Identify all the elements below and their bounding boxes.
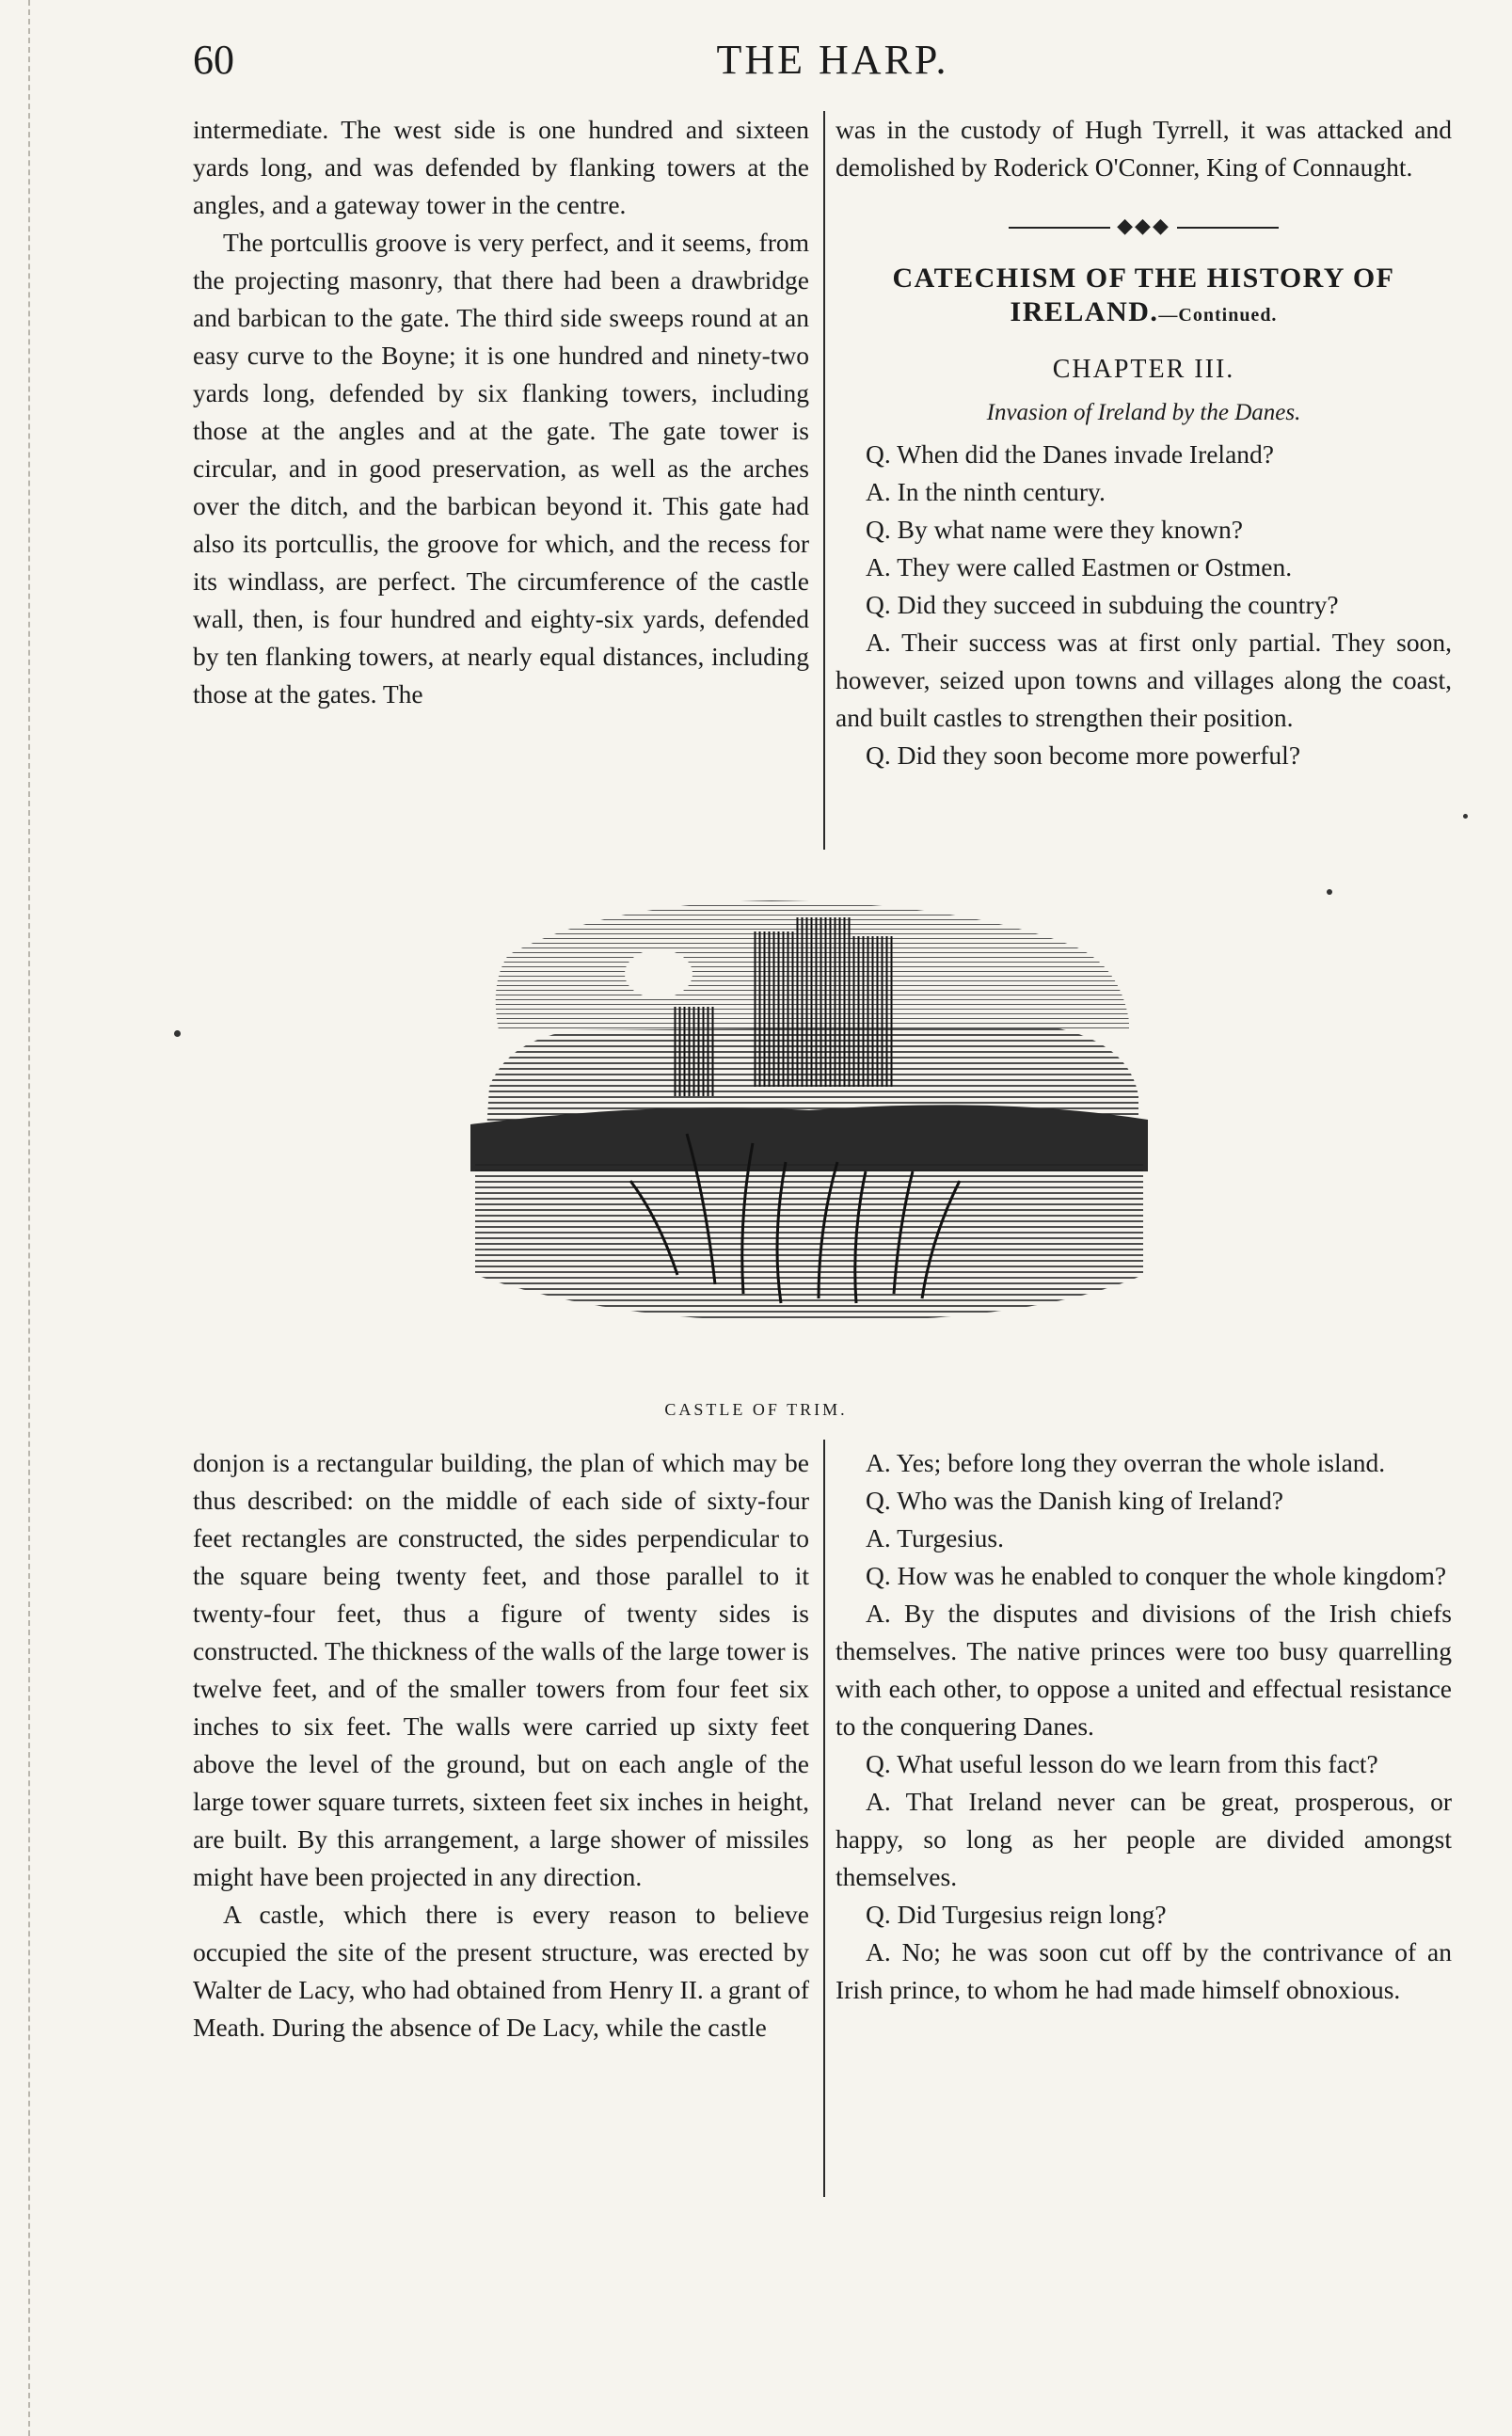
catechism-line: Q. How was he enabled to conquer the whole kingdom? — [866, 1561, 1447, 1590]
paragraph: intermediate. The west side is one hundred and sixteen yards long, and was defended by flanking towers at the angles, and a gateway tower in the centre. — [193, 115, 809, 219]
catechism-line: Q. Did they soon become more powerful? — [866, 740, 1301, 770]
catechism-line: A. No; he was soon cut off by the contrivance of an Irish prince, to whom he had made himself obnoxious. — [836, 1937, 1452, 2004]
top-left-column — [193, 111, 809, 713]
catechism-line: A. Turgesius. — [866, 1523, 1004, 1552]
catechism-line: A. They were called Eastmen or Ostmen. — [866, 552, 1293, 581]
paragraph: was in the custody of Hugh Tyrrell, it was attacked and demolished by Roderick O'Conner, King of Connaught. — [836, 115, 1452, 182]
catechism-line: A. In the ninth century. — [866, 477, 1106, 506]
bottom-right-column — [836, 1444, 1452, 2009]
running-title: THE HARP. — [716, 37, 949, 83]
moon — [625, 949, 692, 998]
top-right-column — [836, 111, 1452, 774]
ruined-wall — [673, 1007, 715, 1096]
column-divider — [823, 111, 825, 850]
section-ornament: ◆◆◆ — [836, 207, 1452, 245]
chapter-subtitle: Invasion of Ireland by the Danes. — [986, 400, 1301, 425]
catechism-line: A. Yes; before long they overran the whole island. — [866, 1448, 1386, 1477]
figure-caption: CASTLE OF TRIM. — [664, 1400, 848, 1419]
paragraph: A castle, which there is every reason to believe occupied the site of the present structure, was erected by Walter de Lacy, who had obtained from Henry II. a grant of Meath. During the absence of De Lacy, while the castle — [193, 1900, 809, 2042]
column-divider — [823, 1440, 825, 2197]
catechism-line: Q. By what name were they known? — [866, 515, 1243, 544]
castle-tower — [753, 931, 800, 1087]
catechism-line: A. That Ireland never can be great, prosperous, or happy, so long as her people are divided amongst themselves. — [836, 1787, 1452, 1891]
section-continued: —Continued. — [1158, 305, 1278, 326]
castle-mound — [470, 1105, 1148, 1171]
castle-engraving — [470, 880, 1148, 1336]
castle-tower — [847, 936, 894, 1087]
catechism-line: Q. Did they succeed in subduing the country? — [866, 590, 1339, 619]
ink-speck — [1463, 814, 1468, 819]
page-number: 60 — [193, 37, 234, 83]
river — [475, 1162, 1143, 1322]
catechism-line: Q. Did Turgesius reign long? — [866, 1900, 1167, 1929]
bottom-left-column — [193, 1444, 809, 2046]
paragraph: The portcullis groove is very perfect, and it seems, from the projecting masonry, that there had been a drawbridge and barbican to the gate. The third side sweeps round at an easy curve to the Boyne; it is one hundred and ninety-two yards long, defended by six flanking towers, including those at the angles and at the gate. The gate tower is circular, and in good preservation, as well as the arches over the ditch, and the barbican beyond it. This gate had also its portcullis, the groove for which, and the recess for its windlass, are perfect. The circumference of the castle wall, then, is four hundred and eighty-six yards, defended by ten flanking towers, at nearly equal distances, including those at the gates. The — [193, 228, 809, 709]
paragraph: donjon is a rectangular building, the plan of which may be thus described: on the middle of each side of sixty-four feet rectangles are constructed, the sides perpendicular to the square being twenty feet, and those parallel to it twenty-four feet, thus a figure of twenty sides is constructed. The thickness of the walls of the large tower is twelve feet, and of the smaller towers from four feet six inches to six feet. The walls were carried up sixty feet above the level of the ground, but on each angle of the large tower square turrets, sixteen feet six inches in height, are built. By this arrangement, a large shower of missiles might have been projected in any direction. — [193, 1448, 809, 1891]
catechism-line: Q. When did the Danes invade Ireland? — [866, 439, 1274, 469]
catechism-line: Q. What useful lesson do we learn from this fact? — [866, 1749, 1378, 1778]
ink-speck — [1327, 889, 1332, 895]
catechism-line: Q. Who was the Danish king of Ireland? — [866, 1486, 1283, 1515]
chapter-heading: CHAPTER III. — [1052, 355, 1235, 384]
section-title — [836, 262, 1452, 332]
catechism-line: A. By the disputes and divisions of the Irish chiefs themselves. The native princes were too busy quarrelling with each other, to oppose a united and effectual resistance to the conquering Danes. — [836, 1599, 1452, 1741]
ink-speck — [174, 1030, 181, 1037]
section-title-text: CATECHISM OF THE HISTORY OF IRELAND. — [892, 263, 1395, 327]
page-header — [193, 36, 1472, 92]
catechism-line: A. Their success was at first only partial. They soon, however, seized upon towns and villages along the coast, and built castles to strengthen their position. — [836, 628, 1452, 732]
binding-edge — [28, 0, 30, 2436]
castle-keep — [795, 917, 851, 1087]
